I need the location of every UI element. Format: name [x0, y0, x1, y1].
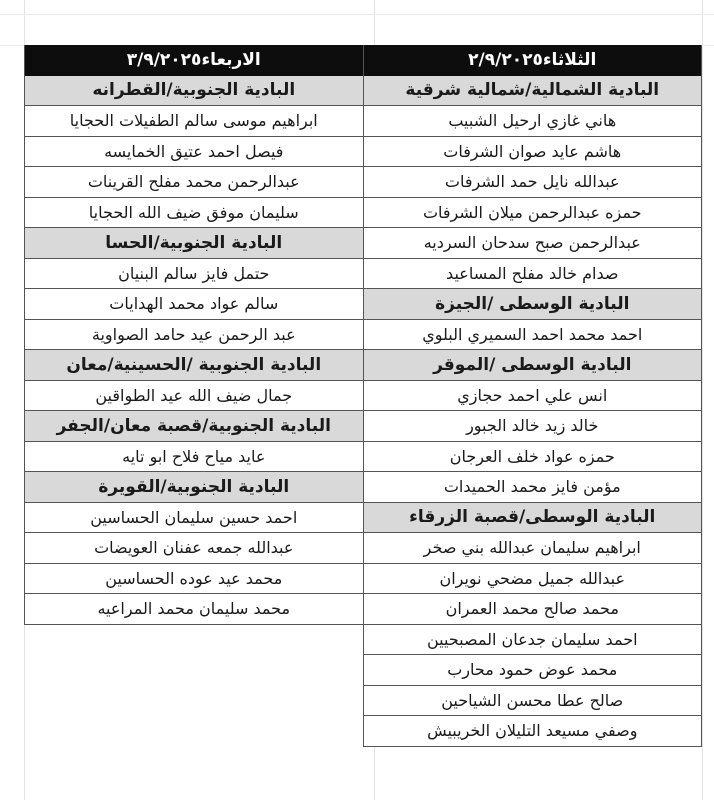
- name-cell[interactable]: جمال ضيف الله عيد الطواقين: [25, 381, 363, 412]
- section-header-cell[interactable]: البادية الجنوبية/القويرة: [25, 472, 363, 503]
- name-cell[interactable]: صالح عطا محسن الشياحين: [364, 686, 702, 717]
- name-cell[interactable]: عبدالرحمن محمد مفلح القرينات: [25, 167, 363, 198]
- section-header-cell[interactable]: البادية الوسطى /الموقر: [364, 350, 702, 381]
- name-cell[interactable]: وصفي مسيعد التليلان الخريبيش: [364, 716, 702, 747]
- section-header-cell[interactable]: البادية الجنوبية/القطرانه: [25, 76, 363, 107]
- grid-line: [702, 0, 703, 800]
- section-header-cell[interactable]: البادية الوسطى /الجيزة: [364, 289, 702, 320]
- name-cell[interactable]: عبد الرحمن عيد حامد الصواوية: [25, 320, 363, 351]
- name-cell[interactable]: احمد محمد احمد السميري البلوي: [364, 320, 702, 351]
- name-cell[interactable]: مؤمن فايز محمد الحميدات: [364, 472, 702, 503]
- section-header-cell[interactable]: البادية الشمالية/شمالية شرقية: [364, 76, 702, 107]
- tuesday-column: [363, 45, 703, 747]
- schedule-table: [24, 45, 702, 747]
- name-cell[interactable]: عبدالرحمن صبح سدحان السرديه: [364, 228, 702, 259]
- name-cell[interactable]: محمد عوض حمود محارب: [364, 655, 702, 686]
- section-header-cell[interactable]: البادية الجنوبية/الحسا: [25, 228, 363, 259]
- name-cell[interactable]: انس علي احمد حجازي: [364, 381, 702, 412]
- name-cell[interactable]: حمزه عبدالرحمن ميلان الشرفات: [364, 198, 702, 229]
- name-cell[interactable]: هاشم عايد صوان الشرفات: [364, 137, 702, 168]
- section-header-cell[interactable]: البادية الوسطى/قصبة الزرقاء: [364, 503, 702, 534]
- name-cell[interactable]: هاني غازي ارحيل الشبيب: [364, 106, 702, 137]
- name-cell[interactable]: خالد زيد خالد الجبور: [364, 411, 702, 442]
- name-cell[interactable]: صدام خالد مفلح المساعيد: [364, 259, 702, 290]
- name-cell[interactable]: محمد سليمان محمد المراعيه: [25, 594, 363, 625]
- name-cell[interactable]: ابراهيم موسى سالم الطفيلات الحجايا: [25, 106, 363, 137]
- name-cell[interactable]: سالم عواد محمد الهدايات: [25, 289, 363, 320]
- name-cell[interactable]: فيصل احمد عتيق الخمايسه: [25, 137, 363, 168]
- section-header-cell[interactable]: البادية الجنوبية/قصبة معان/الجفر: [25, 411, 363, 442]
- name-cell[interactable]: احمد حسين سليمان الحساسين: [25, 503, 363, 534]
- name-cell[interactable]: محمد عيد عوده الحساسين: [25, 564, 363, 595]
- name-cell[interactable]: حمزه عواد خلف العرجان: [364, 442, 702, 473]
- name-cell[interactable]: عبدالله جمعه عفنان العويضات: [25, 533, 363, 564]
- tuesday-header[interactable]: الثلاثاء٢/٩/٢٠٢٥: [364, 45, 702, 76]
- name-cell[interactable]: عبدالله جميل مضحي نويران: [364, 564, 702, 595]
- name-cell[interactable]: احمد سليمان جدعان المصبحيين: [364, 625, 702, 656]
- name-cell[interactable]: عبدالله نايل حمد الشرفات: [364, 167, 702, 198]
- name-cell[interactable]: سليمان موفق ضيف الله الحجايا: [25, 198, 363, 229]
- name-cell[interactable]: حتمل فايز سالم البنيان: [25, 259, 363, 290]
- name-cell[interactable]: ابراهيم سليمان عبدالله بني صخر: [364, 533, 702, 564]
- section-header-cell[interactable]: البادية الجنوبية /الحسينية/معان: [25, 350, 363, 381]
- name-cell[interactable]: عايد مياح فلاح ابو تايه: [25, 442, 363, 473]
- name-cell[interactable]: محمد صالح محمد العمران: [364, 594, 702, 625]
- wednesday-header[interactable]: الاربعاء٣/٩/٢٠٢٥: [25, 45, 363, 76]
- grid-line: [0, 14, 714, 15]
- wednesday-column: [24, 45, 363, 625]
